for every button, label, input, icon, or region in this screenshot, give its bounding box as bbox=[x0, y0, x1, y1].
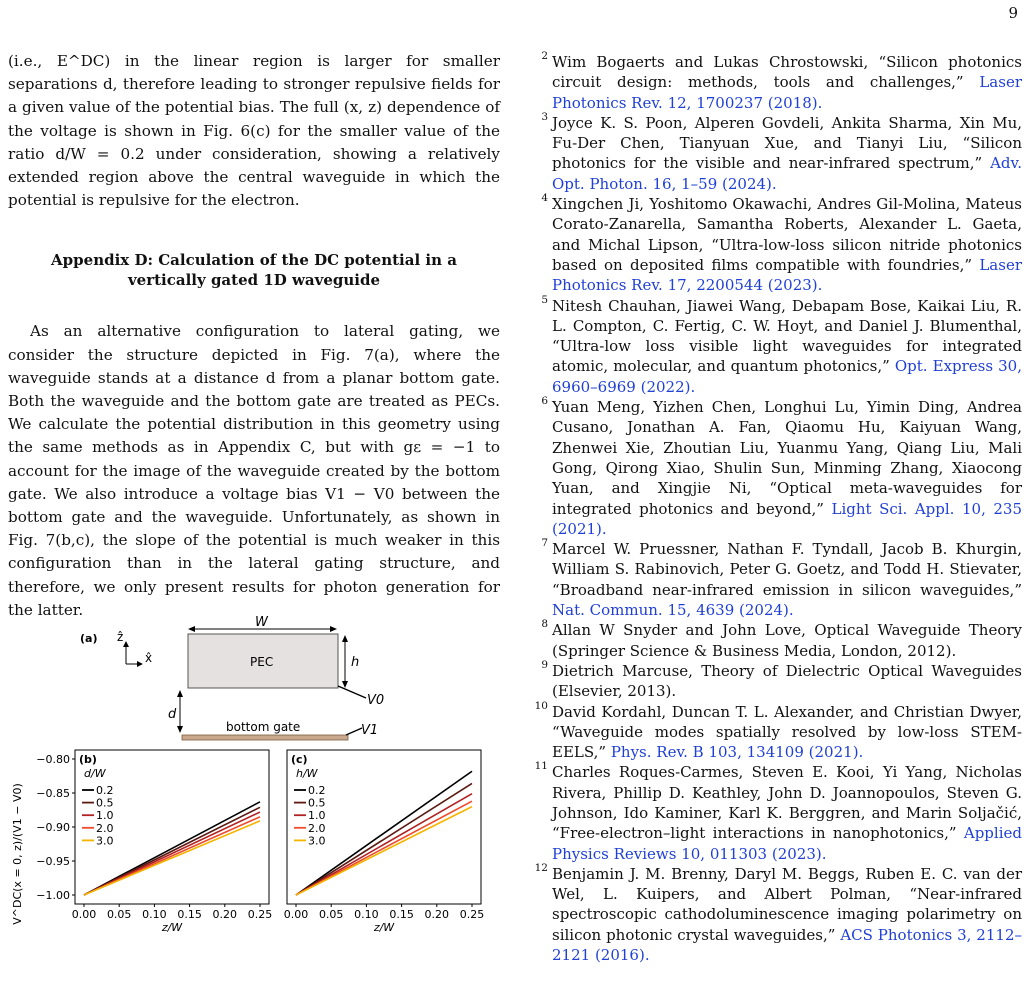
reference-item bbox=[532, 620, 1022, 661]
legend-label: 0.5 bbox=[308, 796, 326, 810]
reference-item bbox=[532, 658, 1022, 702]
reference-number: 4 bbox=[541, 192, 548, 205]
reference-link[interactable]: Applied Physics Reviews 10, 011303 (2023). bbox=[552, 824, 1022, 863]
reference-number: 2 bbox=[541, 50, 548, 62]
width-arrow-right bbox=[330, 626, 337, 632]
height-arrow-top bbox=[342, 635, 348, 642]
v1-lead bbox=[346, 728, 362, 735]
reference-number: 5 bbox=[541, 293, 548, 306]
reference-link[interactable]: Laser Photonics Rev. 12, 1700237 (2018). bbox=[552, 73, 1022, 112]
height-arrow-bottom bbox=[342, 681, 348, 688]
legend-label: 0.5 bbox=[96, 796, 114, 810]
reference-link[interactable]: Opt. Express 30, 6960–6969 (2022). bbox=[552, 357, 1022, 396]
panel-c-x-axis-title: z/W bbox=[373, 921, 395, 934]
distance-arrow-top bbox=[177, 690, 183, 697]
panel-b-x-axis-title: z/W bbox=[161, 921, 183, 934]
panel-b-label: (b) bbox=[79, 753, 97, 766]
legend-label: 3.0 bbox=[308, 834, 326, 848]
x-tick-label: 0.10 bbox=[354, 908, 379, 921]
z-arrowhead bbox=[123, 641, 129, 647]
legend-label: 1.0 bbox=[308, 809, 326, 823]
x-tick-label: 0.00 bbox=[283, 908, 309, 921]
reference-link[interactable]: ACS Photonics 3, 2112–2121 (2016). bbox=[552, 925, 1022, 965]
reference-link[interactable]: Light Sci. Appl. 10, 235 (2021). bbox=[552, 499, 1022, 538]
reference-number: 8 bbox=[541, 618, 548, 631]
legend-label: 0.2 bbox=[308, 784, 326, 797]
x-tick-label: 0.15 bbox=[177, 908, 202, 921]
appendix-title: Appendix D: Calculation of the DC potential in a vertically gated 1D waveguide bbox=[51, 251, 457, 290]
x-tick-label: 0.20 bbox=[212, 908, 238, 921]
reference-text: Xingchen Ji, Yoshitomo Okawachi, Andres Gil-Molina, Mateus Corato-Zanarella, Samantha Roberts, Alexander L. Gaeta, and Michal Lipson, “Ultra-low-loss silicon nitride photonics based on deposited films compatible with foundries,” bbox=[552, 195, 1022, 274]
panel-c-legend bbox=[294, 784, 326, 847]
reference-item bbox=[532, 52, 1022, 113]
width-label: W bbox=[255, 615, 268, 630]
reference-link[interactable]: Laser Photonics Rev. 17, 2200544 (2023). bbox=[552, 255, 1022, 295]
reference-text: Yuan Meng, Yizhen Chen, Longhui Lu, Yimin Ding, Andrea Cusano, Jonathan A. Fan, Qiaomu Hu, Kaiyuan Wang, Zhenwei Xie, Zhoutian Liu, Yuanmu Yang, Qiang Liu, Mali Gong, Qirong Xiao, Shulin Sun, Minming Zhang, Xiaocong Yuan, and Xingjie Ni, “Optical meta-waveguides for integrated photonics and beyond,” bbox=[552, 398, 1022, 518]
reference-text: Charles Roques-Carmes, Steven E. Kooi, Yi Yang, Nicholas Rivera, Phillip D. Keathley, John D. Joannopoulos, Steven G. Johnson, Ido Kaminer, Karl K. Berggren, and Marin Soljačić, “Free-electron–light interactions in nanophotonics,” bbox=[552, 763, 1022, 843]
v0-lead bbox=[338, 686, 366, 698]
left-column bbox=[8, 50, 500, 622]
x-axis-label: x̂ bbox=[145, 651, 153, 665]
panel-c-x-ticks bbox=[284, 904, 485, 921]
panel-b-legend-title: d/W bbox=[84, 767, 106, 780]
x-arrowhead bbox=[137, 661, 143, 667]
y-tick-label: −0.95 bbox=[36, 855, 70, 868]
reference-text: Marcel W. Pruessner, Nathan F. Tyndall, Jacob B. Khurgin, William S. Rabinovich, Peter G. Goetz, and Todd H. Stievater, “Broadband near-infrared emission in silicon waveguides,” bbox=[552, 540, 1022, 599]
panel-b-y-ticks bbox=[36, 753, 75, 902]
reference-text: Dietrich Marcuse, Theory of Dielectric Optical Waveguides (Elsevier, 2013). bbox=[552, 661, 1022, 701]
reference-number: 9 bbox=[541, 658, 548, 671]
legend-label: 2.0 bbox=[308, 821, 326, 835]
distance-label: d bbox=[168, 707, 177, 722]
reference-number: 6 bbox=[541, 395, 548, 408]
legend-label: 3.0 bbox=[96, 834, 114, 848]
reference-number: 12 bbox=[534, 861, 548, 874]
reference-link[interactable]: Nat. Commun. 15, 4639 (2024). bbox=[552, 601, 794, 620]
reference-text: Nitesh Chauhan, Jiawei Wang, Debapam Bose, Kaikai Liu, R. L. Compton, C. Fertig, C. W. Hoyt, and Daniel J. Blumenthal, “Ultra-low loss visible light waveguides for integrated atomic, molecular, and quantum photonics,” bbox=[552, 296, 1022, 376]
reference-link[interactable]: Phys. Rev. B 103, 134109 (2021). bbox=[610, 743, 864, 762]
v1-label: V1 bbox=[361, 723, 379, 738]
x-tick-label: 0.15 bbox=[389, 908, 414, 921]
reference-text: Wim Bogaerts and Lukas Chrostowski, “Silicon photonics circuit design: methods, tools and challenges,” bbox=[552, 53, 1022, 92]
panel-a-label: (a) bbox=[80, 632, 98, 645]
reference-item bbox=[532, 194, 1022, 295]
panel-c bbox=[284, 750, 485, 934]
reference-item bbox=[532, 699, 1022, 763]
reference-number: 10 bbox=[534, 699, 548, 712]
reference-text: David Kordahl, Duncan T. L. Alexander, and Christian Dwyer, “Waveguide modes spatially resolved by low-loss STEM-EELS,” bbox=[552, 702, 1022, 762]
page-number: 9 bbox=[1008, 4, 1018, 22]
figure-7 bbox=[0, 600, 505, 980]
reference-text: Joyce K. S. Poon, Alperen Govdeli, Ankita Sharma, Xin Mu, Fu-Der Chen, Tianyuan Xue, and Tianyi Liu, “Silicon photonics for the visible and near-infrared spectrum,” bbox=[552, 113, 1022, 173]
z-axis-label: ẑ bbox=[117, 630, 124, 644]
panel-c-legend-title: h/W bbox=[296, 767, 318, 780]
panel-b-x-ticks bbox=[72, 904, 273, 921]
paragraph-appendix: As an alternative configuration to lateral gating, we consider the structure depicted in Fig. 7(a), where the waveguide stands at a distance d from a planar bottom gate. Both the waveguide and the bottom gate are treated as PECs. We calculate the potential distribution in this geometry using the same methods as in Appendix C, but with gε = −1 to account for the image of the waveguide created by the bottom gate. We also introduce a voltage bias V1 − V0 between the bottom gate and the waveguide. Unfortunately, as shown in Fig. 7(b,c), the slope of the potential is much weaker in this configuration than in the lateral gating structure, and therefore, we only present results for photon generation for the latter. bbox=[8, 322, 500, 619]
y-axis-title: V^DC(x = 0, z)/(V1 − V0) bbox=[11, 783, 24, 925]
panel-c-label: (c) bbox=[291, 753, 308, 766]
paragraph-intro: (i.e., E^DC) in the linear region is larger for smaller separations d, therefore leading to stronger repulsive fields for a given value of the potential bias. The full (x, z) dependence of the voltage is shown in Fig. 6(c) for the smaller value of the ratio d/W = 0.2 under consideration, showing a relatively extended region above the central waveguide in which the potential is repulsive for the electron. bbox=[8, 52, 500, 210]
reference-number: 11 bbox=[534, 760, 548, 773]
reference-text: Benjamin J. M. Brenny, Daryl M. Beggs, Ruben E. C. van der Wel, L. Kuipers, and Albert Polman, “Near-infrared spectroscopic cathodoluminescence imaging polarimetry on silicon photonic crystal waveguides,” bbox=[552, 864, 1022, 944]
x-tick-label: 0.20 bbox=[424, 908, 450, 921]
legend-label: 1.0 bbox=[96, 809, 114, 823]
reference-item bbox=[532, 539, 1022, 620]
y-tick-label: −0.80 bbox=[36, 753, 70, 766]
bottom-gate bbox=[182, 735, 348, 740]
reference-link[interactable]: Adv. Opt. Photon. 16, 1–59 (2024). bbox=[552, 154, 1022, 193]
bottom-gate-label: bottom gate bbox=[226, 720, 301, 734]
x-tick-label: 0.25 bbox=[459, 908, 485, 921]
reference-item bbox=[532, 397, 1022, 539]
x-tick-label: 0.00 bbox=[71, 908, 97, 921]
legend-label: 0.2 bbox=[96, 784, 114, 797]
x-tick-label: 0.10 bbox=[142, 908, 167, 921]
y-tick-label: −0.85 bbox=[36, 787, 70, 800]
x-tick-label: 0.05 bbox=[318, 908, 344, 921]
panel-b bbox=[36, 750, 272, 934]
height-label: h bbox=[351, 655, 360, 670]
reference-item bbox=[532, 762, 1022, 863]
reference-item bbox=[532, 110, 1022, 194]
reference-text: Allan W Snyder and John Love, Optical Waveguide Theory (Springer Science & Business Media, London, 2012). bbox=[552, 621, 1022, 660]
legend-label: 2.0 bbox=[96, 821, 114, 835]
panel-b-legend bbox=[82, 784, 114, 847]
width-arrow-left bbox=[188, 626, 195, 632]
figure-7-svg bbox=[0, 600, 505, 980]
distance-arrow-bottom bbox=[177, 726, 183, 733]
pec-label: PEC bbox=[250, 655, 274, 669]
reference-number: 3 bbox=[541, 110, 548, 123]
y-tick-label: −1.00 bbox=[36, 889, 70, 902]
reference-item bbox=[532, 861, 1022, 965]
reference-item bbox=[532, 293, 1022, 397]
v0-label: V0 bbox=[367, 693, 385, 708]
references-column bbox=[532, 52, 1022, 965]
x-tick-label: 0.25 bbox=[247, 908, 273, 921]
reference-number: 7 bbox=[541, 537, 548, 550]
x-tick-label: 0.05 bbox=[106, 908, 132, 921]
y-tick-label: −0.90 bbox=[36, 821, 70, 834]
